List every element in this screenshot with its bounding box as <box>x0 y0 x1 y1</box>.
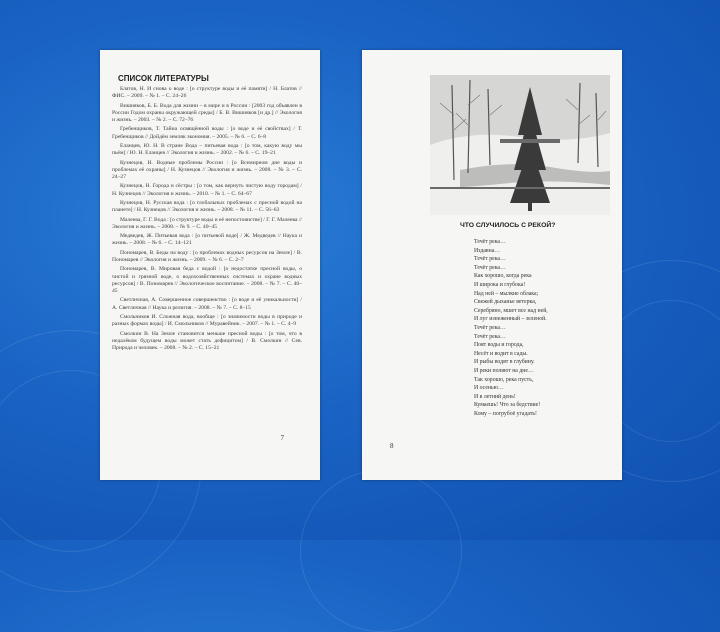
poem-line: Течёт река… <box>474 333 506 340</box>
poem-line: И осенью… <box>474 385 504 392</box>
poem-title: ЧТО СЛУЧИЛОСЬ С РЕКОЙ? <box>460 222 556 229</box>
right-page <box>362 50 622 480</box>
bibliography-entry: Еланцев, Ю. Н. В стране Вода – питьевая вода : [о том, какую воду мы пьём] / Ю. Н. Еланцев // Экология и жизнь. – 2002. – № 6. – С. 19–21 <box>112 142 302 157</box>
bibliography-entry: Смольников И. Сложная вода, вообще : [о значимости воды в природе и разных формах воды] / И. Смольников // Муравейник. – 2007. – № 1. – С. 4–9 <box>112 313 302 328</box>
bibliography-title: СПИСОК ЛИТЕРАТУРЫ <box>118 74 209 83</box>
background-ripple <box>300 470 462 632</box>
bibliography-entry: Гребенщиков, Т. Тайна освящённой воды : [о воде и её свойствах] / Т. Гребенщиков // Дойдём земляк экономия. – 2005. – № 6. – С. 6–8 <box>112 126 302 140</box>
bibliography-entry: Малеева, Г. Г. Вода : [о структуре воды и её непостоянстве] / Г. Г. Малеева // Экология и жизнь. – 2008. – № 9. – С. 40–45 <box>112 216 302 230</box>
poem-line: Так хорошо, река пусть, <box>474 376 534 383</box>
page-number: 8 <box>390 442 394 450</box>
poem-line: Течёт река… <box>474 256 506 263</box>
poem-line: И луг изнеженный – зеленой. <box>474 316 547 323</box>
poem-line: Течёт река… <box>474 239 506 245</box>
bibliography-entry: Пономарев, В. Беды на воду : [о проблемах водных ресурсов на Земле] / В. Пономарев // Экология и жизнь. – 2009. – № 6. – С. 2–7 <box>112 249 302 263</box>
bibliography-entry: Кузнецов, Н. Водные проблемы России : [о Всемирном дне воды и проблемах её охраны] / Н. Кузнецов // Экология и жизнь. – 2008. – № 3. – С. 24–27 <box>112 159 302 180</box>
poem-line: Как хорошо, когда река <box>474 273 532 280</box>
poem-line: Течёт река… <box>474 264 506 271</box>
bibliography-entry: Вишняков, Б. Б. Вода для жизни – в мире и в России : [2003 год объявлен в России Годом охраны окружающей среды] / Б. В. Вишняков [и др.] // Экология и жизнь. – 2003. – № 2. – С. 72–76 <box>112 102 302 123</box>
page-number: 7 <box>280 434 284 442</box>
bibliography-list <box>112 86 302 354</box>
poem-line: Серебряно, мшет все над ней, <box>474 307 548 314</box>
left-page <box>100 50 320 480</box>
poem-line: Свежей дыханье ветерка, <box>474 299 537 306</box>
bibliography-entry: Медведев, Ж. Питьевая вода : [о питьевой воде] / Ж. Медведев // Наука и жизнь. – 2008. – № 6. – С. 14–121 <box>112 233 302 247</box>
poem-line: И широка и глубока! <box>474 281 526 288</box>
poem-line: Кумаешь! Что за бедствие! <box>474 402 541 409</box>
poem-line: И реки поляют на дне… <box>474 367 534 374</box>
poem-line: Течёт река… <box>474 324 506 331</box>
bibliography-entry: Кузнецов, Н. Русская вода : [о глобальных проблемах с пресной водой на планете] / Н. Кузнецов // Экология и жизнь. – 2008. – № 11. – С. 56–63 <box>112 199 302 214</box>
bibliography-entry: Светличная, А. Совершенное совершенство : [о воде и её уникальности] / А. Светличная // Наука и религия. – 2008. – № 7. – С. 8–15 <box>112 297 302 311</box>
bibliography-entry: Блатов, Н. И снова о воде : [о структуре воды и её памяти] / Н. Блатов // ФИС. – 2009. – № 1. – С. 24–26 <box>112 86 302 100</box>
bibliography-entry: Смолкин В. На Земле становится меньше пресной воды : [о том, что в недалёком будущем воды может стать дефицитом] / В. Смолкин // Сев. Природа и человек. – 2008. – № 2. – С. 15–21 <box>112 330 302 351</box>
poem-line: Поят воды и города, <box>474 342 524 349</box>
poem-line: Издавна… <box>474 247 501 254</box>
poem-line: Над ней – мылкие облака; <box>474 290 539 297</box>
winter-river-illustration <box>430 75 610 215</box>
poem-line: Несёт и водит в сады. <box>474 350 528 357</box>
poem-line: И в летний день! <box>474 393 516 400</box>
poem-text <box>474 238 614 418</box>
bibliography-entry: Пономарев, В. Мировая беда с водой : [о недостатке пресной воды, о чистой и грязной воде, о водохозяйственных системах и охране водных ресурсов] / В. Пономарев // Экологическое воспитание. – 2008. – № 7. – С. 40–45 <box>112 266 302 294</box>
poem-line: Кому – погрубоё угадать! <box>474 410 537 417</box>
poem-line: И рыбы водят в глубину. <box>474 359 535 366</box>
bibliography-entry: Кузнецов, Н. Города и сёстры : [о том, как вернуть чистую воду городам] / Н. Кузнецов // Экология и жизнь. – 2010. – № 1. – С. 64–67 <box>112 183 302 197</box>
